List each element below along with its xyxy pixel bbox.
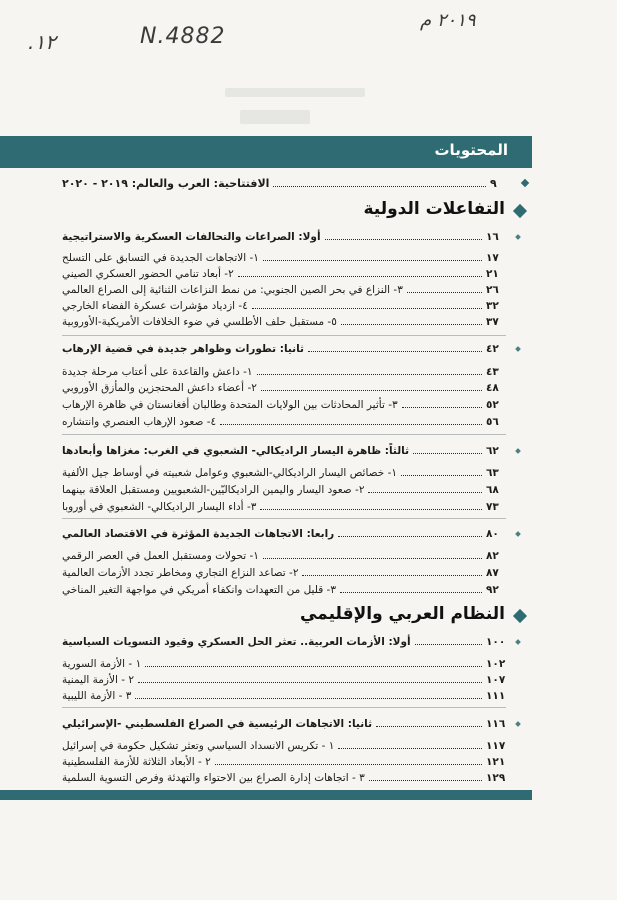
- toc-item-label: ٤- صعود الإرهاب العنصري وانتشاره: [62, 415, 217, 428]
- group-divider: [62, 707, 506, 708]
- toc-item[interactable]: [62, 754, 506, 769]
- contents-header-bar: [0, 136, 532, 168]
- group-divider: [62, 518, 506, 519]
- toc-item-label: ٢- أعضاء داعش المحتجزين والمأزق الأوروبي: [62, 381, 257, 394]
- toc-item-page: ١٢٩: [486, 771, 506, 784]
- toc-item-label: ١ - الأزمة السورية: [62, 657, 142, 670]
- toc-item-page: ٩٢: [486, 583, 499, 596]
- toc-item-page: ١٧: [486, 251, 499, 264]
- handwritten-year: ٢٠١٩ م: [420, 10, 476, 31]
- toc-item-page: ٥٦: [486, 415, 499, 428]
- toc-item-page: ١٠٧: [486, 673, 506, 686]
- leader-dots: [338, 536, 482, 537]
- toc-item-label: ٤- ازدياد مؤشرات عسكرة الفضاء الخارجي: [62, 299, 248, 312]
- toc-item-page: ٢١: [486, 267, 499, 280]
- toc-item-page: ٦٨: [486, 483, 499, 496]
- toc-item[interactable]: [62, 770, 506, 785]
- toc-item-page: ٨٧: [486, 566, 499, 579]
- toc-item[interactable]: [62, 397, 506, 412]
- footer-bar: [0, 790, 532, 800]
- toc-item-label: ٥- مستقبل حلف الأطلسي في ضوء الخلافات الأمريكية-الأوروبية: [62, 315, 337, 328]
- group-marker-icon: [515, 234, 521, 240]
- toc-item-page: ٥٢: [486, 398, 499, 411]
- toc-item-page: ٧٣: [486, 500, 499, 513]
- toc-item[interactable]: [62, 282, 506, 297]
- toc-item-page: ١١٧: [486, 739, 506, 752]
- toc-item-page: ١١١: [486, 689, 506, 702]
- toc-item-label: ٢- تصاعد النزاع التجاري ومخاطر تجدد الأزمات العالمية: [62, 566, 299, 579]
- page-title: المحتويات: [434, 141, 508, 159]
- toc-item-page: ٤٨: [486, 381, 499, 394]
- toc-heading-label: أولا: الأزمات العربية.. تعثر الحل العسكري وقيود التسويات السياسية: [62, 635, 411, 648]
- toc-heading[interactable]: [62, 443, 506, 458]
- leader-dots: [325, 239, 482, 240]
- bleed-through-mark: [225, 88, 365, 97]
- leader-dots: [402, 407, 482, 408]
- toc-heading[interactable]: [62, 716, 506, 731]
- toc-heading[interactable]: [62, 634, 506, 649]
- group-divider: [62, 335, 506, 336]
- leader-dots: [368, 492, 482, 493]
- toc-heading[interactable]: [62, 229, 506, 244]
- leader-dots: [369, 780, 482, 781]
- leader-dots: [263, 558, 482, 559]
- toc-item-page: ١٠٢: [486, 657, 506, 670]
- leader-dots: [415, 644, 482, 645]
- toc-item-page: ٦٣: [486, 466, 499, 479]
- toc-item-label: ٣- أداء اليسار الراديكالي- الشعبوي في أوروبا: [62, 500, 257, 513]
- leader-dots: [145, 666, 482, 667]
- toc-heading[interactable]: [62, 526, 506, 541]
- section-diamond-icon: [513, 609, 527, 623]
- toc-item[interactable]: [62, 266, 506, 281]
- toc-item[interactable]: [62, 548, 506, 563]
- leader-dots: [257, 374, 482, 375]
- toc-heading-page: ١٠٠: [486, 635, 506, 648]
- toc-item-label: ٣- قليل من التعهدات وانكفاء أمريكي في مواجهة التغير المناخي: [62, 583, 336, 596]
- toc-item-page: ٣٢: [486, 299, 499, 312]
- toc-item-label: ٣- تأثير المحادثات بين الولايات المتحدة وطالبان أفغانستان في ظاهرة الإرهاب: [62, 398, 398, 411]
- leader-dots: [215, 764, 482, 765]
- leader-dots: [401, 475, 482, 476]
- toc-item-label: ٣ - الأزمة الليبية: [62, 689, 132, 702]
- toc-item[interactable]: [62, 582, 506, 597]
- section-title-arab-regional: النظام العربي والإقليمي: [299, 604, 505, 624]
- toc-heading-page: ٦٢: [486, 444, 499, 457]
- toc-item-page: ٨٢: [486, 549, 499, 562]
- toc-item-page: ٤٣: [486, 365, 499, 378]
- leader-dots: [138, 682, 482, 683]
- group-marker-icon: [515, 346, 521, 352]
- leader-dots: [220, 424, 482, 425]
- leader-dots: [341, 324, 482, 325]
- handwritten-catalog-number: N.4882: [140, 24, 226, 49]
- toc-heading-page: ٤٢: [486, 342, 499, 355]
- group-marker-icon: [515, 448, 521, 454]
- toc-item[interactable]: [62, 499, 506, 514]
- toc-heading-label: ثانيا: تطورات وظواهر جديدة في قضية الإرهاب: [62, 342, 304, 355]
- group-marker-icon: [515, 721, 521, 727]
- toc-entry-page: ٩: [490, 177, 497, 190]
- section-diamond-icon: [513, 204, 527, 218]
- leader-dots: [260, 509, 482, 510]
- toc-item[interactable]: [62, 380, 506, 395]
- toc-item[interactable]: [62, 298, 506, 313]
- toc-heading-page: ٨٠: [486, 527, 499, 540]
- toc-entry-label: الافتتاحية: العرب والعالم: ٢٠١٩ - ٢٠٢٠: [62, 177, 270, 190]
- toc-item-page: ٣٧: [486, 315, 499, 328]
- leader-dots: [252, 308, 482, 309]
- leader-dots: [407, 292, 482, 293]
- toc-item-label: ٢ - الأبعاد الثلاثة للأزمة الفلسطينية: [62, 755, 211, 768]
- toc-item-label: ٢- أبعاد تنامي الحضور العسكري الصيني: [62, 267, 234, 280]
- toc-item-label: ١- داعش والقاعدة على أعتاب مرحلة جديدة: [62, 365, 253, 378]
- toc-heading-page: ١١٦: [486, 717, 506, 730]
- toc-heading-label: ثالثاً: ظاهرة اليسار الراديكالي- الشعبوي في الغرب: مغزاها وأبعادها: [62, 444, 410, 457]
- toc-heading-label: ثانيا: الاتجاهات الرئيسية في الصراع الفلسطيني -الإسرائيلي: [62, 717, 373, 730]
- leader-dots: [302, 575, 482, 576]
- toc-item[interactable]: [62, 688, 506, 703]
- toc-item[interactable]: [62, 565, 506, 580]
- toc-entry-intro[interactable]: [62, 176, 510, 191]
- leader-dots: [135, 698, 482, 699]
- leader-dots: [413, 453, 482, 454]
- group-divider: [62, 434, 506, 435]
- toc-heading[interactable]: [62, 341, 506, 356]
- toc-heading-page: ١٦: [486, 230, 499, 243]
- leader-dots: [263, 260, 482, 261]
- bleed-through-mark: [240, 110, 310, 124]
- toc-item-label: ١- خصائص اليسار الراديكالي-الشعبوي وعوامل شعبيته في أوساط جيل الألفية: [62, 466, 398, 479]
- toc-item-page: ٢٦: [486, 283, 499, 296]
- toc-item-label: ٢ - الأزمة اليمنية: [62, 673, 134, 686]
- toc-item[interactable]: [62, 250, 506, 265]
- toc-item[interactable]: [62, 314, 506, 329]
- toc-item[interactable]: [62, 672, 506, 687]
- toc-item[interactable]: [62, 656, 506, 671]
- toc-item-label: ٣ - اتجاهات إدارة الصراع بين الاحتواء والتهدئة وفرص التسوية السلمية: [62, 771, 365, 784]
- leader-dots: [261, 390, 482, 391]
- leader-dots: [238, 276, 482, 277]
- toc-item-label: ٣- النزاع في بحر الصين الجنوبي: من نمط النزاعات الثنائية إلى الصراع العالمي: [62, 283, 403, 296]
- leader-dots: [308, 351, 482, 352]
- toc-item[interactable]: [62, 465, 506, 480]
- toc-item-label: ١- الاتجاهات الجديدة في التسابق على التسلح: [62, 251, 259, 264]
- intro-marker: [521, 179, 529, 187]
- toc-item-label: ١- تحولات ومستقبل العمل في العصر الرقمي: [62, 549, 259, 562]
- section-title-international: التفاعلات الدولية: [363, 199, 505, 219]
- toc-item-label: ١ - تكريس الانسداد السياسي وتعثر تشكيل حكومة في إسرائيل: [62, 739, 335, 752]
- toc-item-page: ١٢١: [486, 755, 506, 768]
- leader-dots: [376, 726, 482, 727]
- toc-item[interactable]: [62, 738, 506, 753]
- toc-item[interactable]: [62, 364, 506, 379]
- leader-dots: [273, 186, 486, 187]
- group-marker-icon: [515, 531, 521, 537]
- toc-item[interactable]: [62, 414, 506, 429]
- handwritten-page-number: .١٢: [28, 30, 56, 54]
- toc-heading-label: أولا: الصراعات والتحالفات العسكرية والاستراتيجية: [62, 230, 321, 243]
- toc-item[interactable]: [62, 482, 506, 497]
- toc-item-label: ٢- صعود اليسار واليمين الراديكاليّين-الشعبويين ومستقبل العلاقة بينهما: [62, 483, 365, 496]
- toc-heading-label: رابعا: الاتجاهات الجديدة المؤثرة في الاقتصاد العالمي: [62, 527, 335, 540]
- leader-dots: [338, 748, 482, 749]
- leader-dots: [340, 592, 482, 593]
- group-marker-icon: [515, 639, 521, 645]
